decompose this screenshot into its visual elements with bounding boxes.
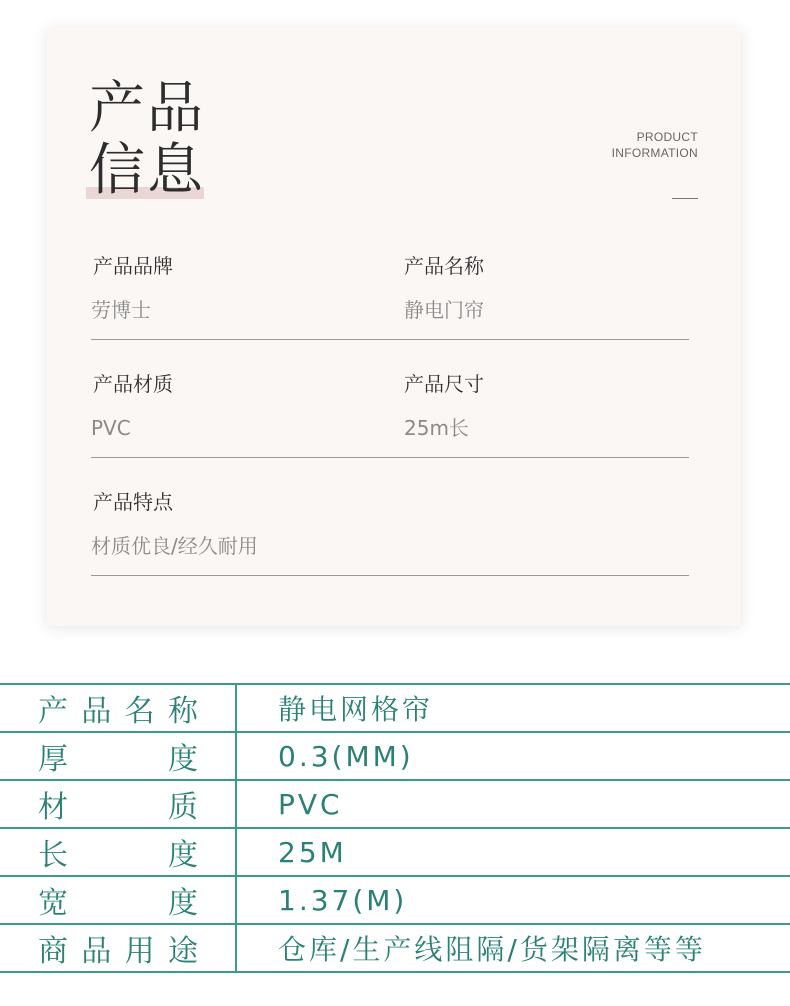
spec-key-char: 度 (168, 838, 198, 873)
name-value: 静电门帘 (404, 298, 484, 322)
spec-key-char: 品 (81, 694, 112, 729)
table-row (0, 731, 790, 779)
table-row (0, 779, 790, 827)
name-label: 产品名称 (404, 254, 484, 278)
spec-key-char: 用 (124, 934, 155, 969)
card-title-line-1: 产品 (89, 76, 205, 141)
english-title-line-1: PRODUCT (636, 130, 698, 144)
spec-value: PVC (278, 787, 343, 821)
brand-label: 产品品牌 (93, 254, 173, 278)
divider (91, 575, 689, 576)
spec-table (0, 683, 790, 973)
spec-key-char: 材 (38, 790, 68, 825)
spec-value: 仓库/生产线阻隔/货架隔离等等 (278, 933, 706, 966)
spec-key-char: 名 (124, 694, 155, 729)
spec-key (38, 685, 198, 731)
column-divider (235, 877, 237, 925)
spec-key-char: 度 (168, 742, 198, 777)
spec-key-char: 长 (38, 838, 68, 873)
spec-key-char: 质 (168, 790, 198, 825)
spec-key-char: 途 (167, 934, 198, 969)
spec-key-char: 商 (38, 934, 68, 969)
divider (91, 457, 689, 458)
card-title-line-2 (89, 138, 205, 203)
spec-key-char: 品 (81, 934, 112, 969)
card-title-line-2-text: 信息 (89, 138, 205, 203)
spec-value: 静电网格帘 (278, 693, 434, 726)
table-row (0, 827, 790, 875)
material-value: PVC (91, 416, 131, 440)
column-divider (235, 925, 237, 973)
spec-value: 25M (278, 835, 347, 869)
spec-key (38, 925, 198, 971)
feature-value: 材质优良/经久耐用 (91, 534, 258, 558)
size-value: 25m长 (404, 416, 469, 440)
spec-key-char: 产 (38, 694, 68, 729)
spec-key (38, 877, 198, 923)
brand-value: 劳博士 (91, 298, 151, 322)
spec-key (38, 829, 198, 875)
english-title-line-2: INFORMATION (611, 146, 698, 160)
spec-value: 0.3(MM) (278, 739, 414, 773)
english-title (612, 129, 698, 161)
spec-key (38, 781, 198, 827)
product-info-card (47, 27, 741, 626)
title-dash (672, 198, 698, 199)
spec-key-char: 称 (167, 694, 198, 729)
feature-label: 产品特点 (93, 490, 173, 514)
table-row (0, 923, 790, 973)
spec-key (38, 733, 198, 779)
divider (91, 339, 689, 340)
column-divider (235, 685, 237, 733)
column-divider (235, 829, 237, 877)
table-row (0, 683, 790, 731)
table-row (0, 875, 790, 923)
spec-value: 1.37(M) (278, 883, 408, 917)
material-label: 产品材质 (93, 372, 173, 396)
spec-key-char: 宽 (38, 886, 68, 921)
column-divider (235, 733, 237, 781)
spec-key-char: 厚 (38, 742, 68, 777)
column-divider (235, 781, 237, 829)
size-label: 产品尺寸 (404, 372, 484, 396)
spec-key-char: 度 (168, 886, 198, 921)
